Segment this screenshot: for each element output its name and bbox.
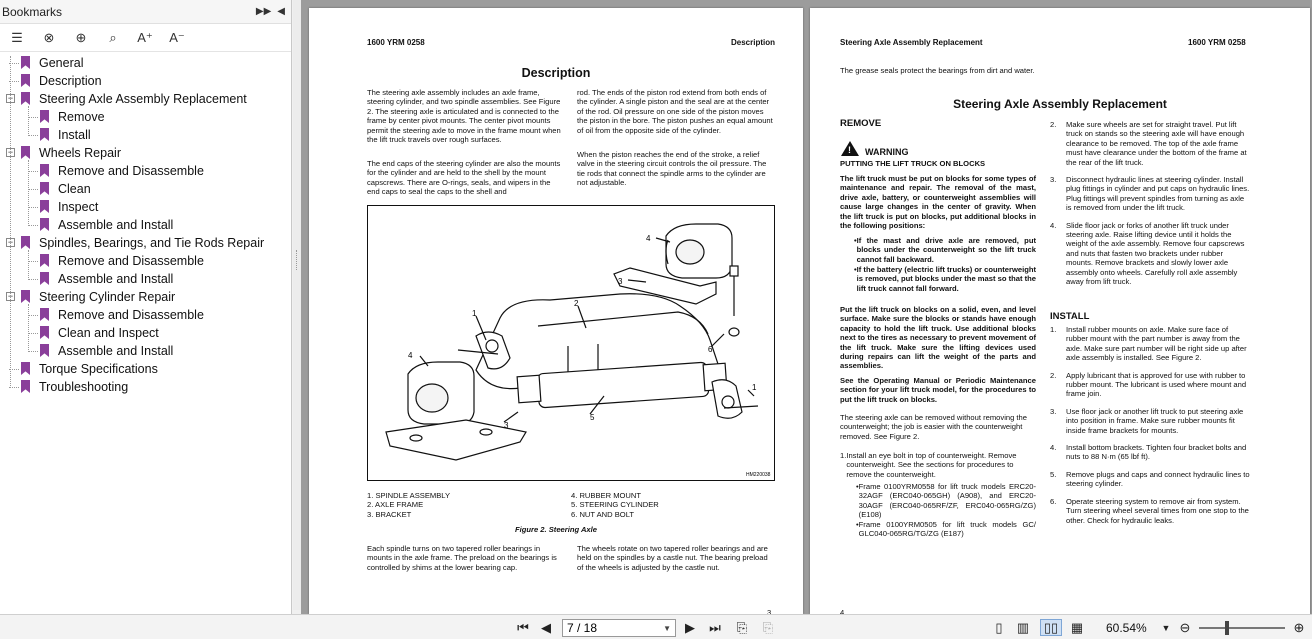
bookmark-icon — [21, 380, 30, 393]
bookmark-label: Clean — [58, 182, 91, 196]
steering-axle-illustration — [368, 206, 774, 480]
bookmark-label: Spindles, Bearings, and Tie Rods Repair — [39, 236, 265, 250]
collapse-toggle-icon[interactable]: − — [7, 291, 14, 301]
warning-icon: ! — [841, 141, 859, 156]
bookmarks-panel — [0, 0, 292, 639]
zoom-slider[interactable] — [1199, 627, 1285, 629]
remove-heading: REMOVE — [840, 118, 882, 129]
bookmark-item[interactable] — [0, 198, 291, 216]
bookmark-item[interactable] — [0, 234, 291, 252]
bookmark-icon — [40, 308, 49, 321]
bookmark-item[interactable] — [0, 252, 291, 270]
bookmark-icon — [40, 254, 49, 267]
page-header-left: Steering Axle Assembly Replacement — [840, 38, 983, 47]
legend-item: 1. SPINDLE ASSEMBLY — [367, 491, 451, 500]
body-text: The end caps of the steering cylinder are also the mounts for the cylinder and are held to the shell by the mount capscrews. There are O-rings, seals, and wipers in the end caps to seal the caps to the shell and — [367, 159, 561, 197]
section-title: Steering Axle Assembly Replacement — [953, 97, 1167, 111]
bookmark-label: Description — [39, 74, 102, 88]
bookmark-label: Troubleshooting — [39, 380, 129, 394]
bookmark-item[interactable] — [0, 162, 291, 180]
next-view-icon[interactable]: ⎘ — [762, 619, 774, 635]
list-item: 6. Operate steering system to remove air from system. Turn steering wheel several times from one stop to the other. Check for hydraulic leaks. — [1050, 496, 1249, 525]
text-larger-icon[interactable]: A⁺ — [137, 29, 153, 45]
bookmark-item[interactable] — [0, 144, 291, 162]
delete-bookmark-icon[interactable]: ⊗ — [43, 29, 55, 45]
callout-1: 1 — [472, 309, 477, 318]
bookmark-icon — [21, 146, 30, 159]
bookmark-icon — [40, 128, 49, 141]
legend-item: 6. NUT AND BOLT — [571, 509, 635, 519]
bookmark-icon — [40, 200, 49, 213]
warning-text: See the Operating Manual or Periodic Maintenance section for your lift truck model, for the procedures to put the lift truck on blocks. — [840, 376, 1036, 404]
figure-legend-left — [367, 491, 567, 519]
bookmark-icon — [21, 92, 30, 105]
list-item: 4. Slide floor jack or forks of another lift truck under steering axle. Raise lifting device until it holds the weight of the axle assembly. Remove four capscrews and nuts that fasten two brackets under rubber mounts. Remove brackets and slowly lower axle assembly onto wheels. Carefully roll axle assembly away from lift truck. — [1050, 220, 1245, 287]
bookmark-label: Steering Axle Assembly Replacement — [39, 92, 247, 106]
bookmark-item[interactable] — [0, 306, 291, 324]
remove-step-1: 1. Install an eye bolt in top of counterweight. Remove counterweight. See the sections for procedures to remove the counterweight. — [840, 451, 1017, 479]
warning-subheading: PUTTING THE LIFT TRUCK ON BLOCKS — [840, 159, 986, 168]
first-page-icon[interactable]: ⏮ — [517, 619, 529, 635]
callout-3: 3 — [618, 277, 623, 286]
bookmark-item[interactable] — [0, 360, 291, 378]
list-item: 3. Use floor jack or another lift truck to put steering axle into position in frame. Make sure rubber mounts fit inside frame brackets for mounts. — [1050, 406, 1244, 435]
collapse-toggle-icon[interactable]: − — [7, 93, 14, 103]
continuous-facing-view-icon[interactable]: ▦ — [1070, 619, 1084, 635]
bookmark-item[interactable] — [0, 72, 291, 90]
bookmark-icon — [40, 182, 49, 195]
zoom-out-icon[interactable]: ⊖ — [1179, 619, 1191, 635]
bookmark-icon — [40, 326, 49, 339]
bookmark-label: Install — [58, 128, 91, 142]
steering-axle-figure — [367, 205, 775, 481]
bookmark-item[interactable] — [0, 378, 291, 396]
bookmark-label: Torque Specifications — [39, 362, 158, 376]
page-4 — [810, 8, 1310, 614]
page-header-right: Description — [730, 38, 775, 47]
page-header-right: 1600 YRM 0258 — [1188, 38, 1246, 47]
bookmarks-title: Bookmarks — [2, 4, 63, 19]
bookmark-icon — [21, 362, 30, 375]
bookmark-label: Remove and Disassemble — [58, 254, 204, 268]
callout-5: 5 — [590, 413, 595, 422]
bookmark-label: Assemble and Install — [58, 218, 174, 232]
install-heading: INSTALL — [1050, 311, 1090, 322]
body-text: The steering axle assembly includes an axle frame, steering cylinder, and two spindle assemblies. See Figure 2. The steering axle is articulated and is connected to the frame by center pivot mounts. The center pivot mounts permit the steering axle to move in the frame mount when the lift truck travels over rough surfaces. — [367, 88, 561, 145]
continuous-view-icon[interactable]: ▥ — [1016, 619, 1030, 635]
callout-2: 2 — [574, 299, 579, 308]
warning-text: The lift truck must be put on blocks for some types of maintenance and repair. The removal of the mast, drive axle, battery, or counterweight assemblies will cause large changes in the center of gravity. When the lift truck is put on blocks, put additional blocks in the following positions: — [840, 174, 1036, 231]
zoom-level[interactable]: 60.54% — [1106, 621, 1147, 635]
bookmark-label: Remove — [58, 110, 105, 124]
bookmark-item[interactable] — [0, 90, 291, 108]
zoom-slider-thumb[interactable] — [1225, 621, 1229, 635]
page-3 — [309, 8, 803, 614]
bookmark-label: General — [39, 56, 84, 70]
bookmarks-header — [0, 0, 291, 24]
bookmark-item[interactable] — [0, 342, 291, 360]
warning-text: Put the lift truck on blocks on a solid, even, and level surface. Make sure the blocks or stands have enough capacity to hold the lift truck. Use additional blocks next to the tires as necessary to prevent movement of the lift truck. Make sure the lifting devices used during repairs can lift the weight of the parts and assemblies. — [840, 305, 1036, 371]
warning-label: WARNING — [865, 147, 909, 157]
page-number: 3 — [767, 608, 772, 614]
bookmark-item[interactable] — [0, 108, 291, 126]
callout-4: 4 — [408, 351, 413, 360]
next-page-icon[interactable]: ▶ — [685, 619, 695, 635]
bookmark-icon — [21, 74, 30, 87]
bookmark-label: Steering Cylinder Repair — [39, 290, 176, 304]
bookmark-item[interactable] — [0, 126, 291, 144]
bookmark-label: Remove and Disassemble — [58, 308, 204, 322]
callout-4: 4 — [646, 234, 651, 243]
bookmark-icon — [21, 56, 30, 69]
bookmark-label: Clean and Inspect — [58, 326, 159, 340]
collapse-panel-icon[interactable]: ◀ — [277, 6, 285, 17]
bookmark-label: Inspect — [58, 200, 99, 214]
single-page-view-icon[interactable]: ▯ — [995, 619, 1003, 635]
options-icon[interactable]: ☰ — [11, 29, 23, 45]
body-text: The grease seals protect the bearings from dirt and water. — [840, 66, 1035, 75]
bookmark-item[interactable] — [0, 180, 291, 198]
previous-page-icon[interactable]: ◀ — [541, 619, 551, 635]
last-page-icon[interactable]: ⏭ — [709, 619, 721, 635]
list-item: 3. Disconnect hydraulic lines at steering cylinder. Install plug fittings in cylinder and put caps on hydraulic lines. Plug fittings will prevent spindles from turning as axle is removed from under the lift truck. — [1050, 175, 1250, 213]
body-text: The steering axle can be removed without removing the counterweight; the job is easier with the counterweight removed. See Figure 2. — [840, 413, 1027, 441]
bookmark-tree — [0, 52, 291, 396]
body-text: When the piston reaches the end of the stroke, a relief valve in the steering circuit controls the oil pressure. The tie rods that connect the spindle arms to the cylinder are not adjustable. — [577, 150, 767, 188]
status-bar — [0, 614, 1312, 639]
bookmark-icon — [40, 218, 49, 231]
bookmark-item[interactable] — [0, 270, 291, 288]
bookmark-icon — [40, 272, 49, 285]
legend-item: 4. RUBBER MOUNT — [571, 491, 642, 500]
collapse-toggle-icon[interactable]: − — [7, 237, 14, 247]
legend-item: 2. AXLE FRAME — [367, 500, 424, 510]
bookmarks-toolbar — [0, 24, 291, 52]
bookmark-icon — [40, 344, 49, 357]
bookmark-label: Assemble and Install — [58, 344, 174, 358]
bookmark-label: Assemble and Install — [58, 272, 174, 286]
add-bookmark-icon[interactable]: ⊕ — [75, 29, 87, 45]
bookmark-icon — [21, 236, 30, 249]
bookmark-icon — [21, 290, 30, 303]
page-number: 4 — [840, 608, 845, 614]
expand-panel-icon[interactable]: ▶▶ — [255, 6, 272, 17]
chevron-down-icon[interactable]: ▼ — [663, 623, 671, 633]
body-text: Each spindle turns on two tapered roller bearings in mounts in the axle frame. The preload on the bearings is controlled by shims at the lower bearing cap. — [367, 544, 557, 572]
list-item: 2. Make sure wheels are set for straight travel. Put lift truck on stands so the steering axle will have enough clearance to be removed. The top of the axle frame must have clearance under the bottom of the frame at the rear of the lift truck. — [1050, 120, 1247, 167]
facing-view-icon[interactable]: ▯▯ — [1040, 619, 1062, 636]
legend-item: 5. STEERING CYLINDER — [571, 500, 659, 510]
list-item: 4. Install bottom brackets. Tighten four bracket bolts and nuts to 88 N·m (65 lbf ft). — [1050, 443, 1247, 462]
bookmark-item[interactable] — [0, 216, 291, 234]
callout-1: 1 — [752, 383, 757, 392]
bookmark-label: Wheels Repair — [39, 146, 121, 160]
zoom-in-icon[interactable]: ⊕ — [1293, 619, 1305, 635]
warning-bullet: • If the mast and drive axle are removed, put blocks under the counterweight so the lift truck cannot fall backward. — [854, 236, 1036, 264]
remove-steps-list — [1050, 120, 1250, 295]
page-title: Description — [521, 66, 591, 80]
callout-6: 6 — [708, 345, 713, 354]
panel-splitter[interactable] — [293, 0, 301, 610]
find-bookmark-icon[interactable]: ⌕ — [109, 29, 117, 45]
step-bullet: • Frame 0100YRM0558 for lift truck models ERC20-32AGF (ERC040-065GH) (A908), and ERC20-30AGF (ERC040-065RF/ZF, ERC040-065RG/ZG) (E108) — [856, 482, 1036, 520]
page-number-value: 7 / 18 — [567, 621, 598, 635]
install-steps-list — [1050, 325, 1250, 533]
document-view[interactable] — [301, 0, 1312, 614]
bookmark-item[interactable] — [0, 324, 291, 342]
list-item: 5. Remove plugs and caps and connect hydraulic lines to steering cylinder. — [1050, 469, 1250, 489]
bookmark-icon — [40, 164, 49, 177]
warning-bullet: • If the battery (electric lift trucks) or counterweight is removed, put blocks under the mast so that the lift truck cannot fall forward. — [854, 265, 1037, 293]
step-bullet: • Frame 0100YRM0505 for lift truck models GC/ GLC040-065RG/TG/ZG (E187) — [856, 520, 1036, 539]
list-item: 2. Apply lubricant that is approved for use with rubber to rubber mount. The lubricant is used where mount and frame join. — [1050, 370, 1247, 399]
bookmark-label: Remove and Disassemble — [58, 164, 204, 178]
body-text: The wheels rotate on two tapered roller bearings and are held on the spindles by a castle nut. The bearing preload of the wheels is adjusted by the castle nut. — [577, 544, 768, 572]
previous-view-icon[interactable]: ⎘ — [736, 619, 748, 635]
bookmark-item[interactable] — [0, 54, 291, 72]
bookmark-item[interactable] — [0, 288, 291, 306]
page-header-left: 1600 YRM 0258 — [367, 38, 425, 47]
collapse-toggle-icon[interactable]: − — [7, 147, 14, 157]
page-number-input[interactable] — [562, 619, 676, 637]
figure-code: HM220038 — [746, 472, 771, 478]
body-text: rod. The ends of the piston rod extend from both ends of the cylinder. A single piston and the seal are at the center of the rod. Oil pressure on one side of the piston moves the piston in the bore. The piston pushes an equal amount of oil from the opposite side of the cylinder. — [577, 88, 773, 135]
legend-item: 3. BRACKET — [367, 509, 412, 519]
figure-legend-right — [571, 491, 771, 519]
callout-3: 3 — [504, 421, 509, 430]
zoom-dropdown-icon[interactable]: ▼ — [1161, 622, 1171, 633]
list-item: 1. Install rubber mounts on axle. Make sure face of rubber mount with the part number is away from the axle. Make sure part number will be right side up after axle assembly is installed. See Figure 2. — [1050, 325, 1247, 363]
text-smaller-icon[interactable]: A⁻ — [169, 29, 185, 45]
bookmark-icon — [40, 110, 49, 123]
figure-caption: Figure 2. Steering Axle — [514, 525, 597, 534]
